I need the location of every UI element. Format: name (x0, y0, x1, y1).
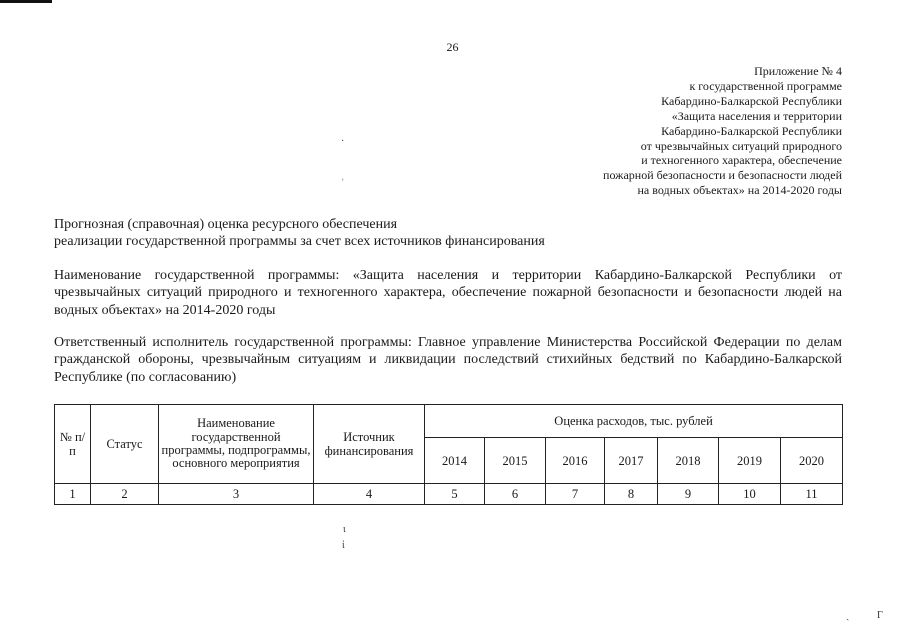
program-name-paragraph: Наименование государственной программы: «Защита населения и территории Кабардино-Балкарской Республики от чрезвычайных ситуаций природного и техногенного характера, обеспечение пожарной безопасности и безопасности людей на водных объектах» на 2014-2020 годы (54, 268, 842, 318)
column-number: 9 (658, 484, 719, 505)
appendix-line: «Защита населения и территории (671, 108, 842, 123)
appendix-header (603, 64, 842, 198)
title-line-1: Прогнозная (справочная) оценка ресурсного обеспечения (54, 217, 398, 232)
title-line-2: реализации государственной программы за счет всех источников финансирования (54, 234, 545, 250)
header-program-name: Наименование государственной программы, подпрограммы, основного мероприятия (159, 405, 314, 484)
column-number-row (55, 484, 843, 505)
column-number: 5 (425, 484, 485, 505)
appendix-line: к государственной программе (689, 78, 842, 93)
page-number: 26 (446, 40, 459, 54)
appendix-line: и техногенного характера, обеспечение (641, 153, 842, 168)
header-status: Статус (91, 405, 159, 484)
scan-speck: · (341, 136, 345, 147)
responsible-executor-paragraph: Ответственный исполнитель государственной программы: Главное управление Министерства Российской Федерации по делам гражданской обороны, чрезвычайным ситуациям и ликвидации последствий стихийных бедствий по Кабардино-Балкарской Республике (по согласованию) (54, 335, 842, 385)
scan-speck: ˎ (846, 610, 850, 621)
column-number: 2 (91, 484, 159, 505)
header-year: 2018 (658, 438, 719, 484)
scan-speck: Γ (877, 610, 883, 621)
appendix-line: пожарной безопасности и безопасности людей (603, 168, 842, 183)
scan-edge-mark (0, 0, 52, 3)
column-number: 11 (781, 484, 843, 505)
header-year: 2020 (781, 438, 843, 484)
column-number: 1 (55, 484, 91, 505)
header-year: 2016 (546, 438, 605, 484)
header-cost-estimate: Оценка расходов, тыс. рублей (425, 405, 843, 438)
appendix-line: от чрезвычайных ситуаций природного (640, 138, 842, 153)
column-number: 4 (314, 484, 425, 505)
column-number: 10 (719, 484, 781, 505)
scan-speck: ἰ (342, 540, 345, 551)
document-title (54, 216, 842, 251)
header-year: 2014 (425, 438, 485, 484)
header-year: 2015 (485, 438, 546, 484)
appendix-line: Кабардино-Балкарской Республики (661, 123, 842, 138)
appendix-line: Кабардино-Балкарской Республики (661, 93, 842, 108)
resource-estimate-table (54, 404, 843, 505)
column-number: 6 (485, 484, 546, 505)
scan-speck: ι (343, 524, 346, 535)
header-year: 2019 (719, 438, 781, 484)
column-number: 3 (159, 484, 314, 505)
appendix-line: на водных объектах» на 2014-2020 годы (637, 183, 842, 198)
header-number: № п/п (55, 405, 91, 484)
scan-speck: ʾ (341, 178, 345, 189)
column-number: 8 (605, 484, 658, 505)
column-number: 7 (546, 484, 605, 505)
header-funding-source: Источник финансирования (314, 405, 425, 484)
header-year: 2017 (605, 438, 658, 484)
appendix-line: Приложение № 4 (754, 64, 842, 78)
